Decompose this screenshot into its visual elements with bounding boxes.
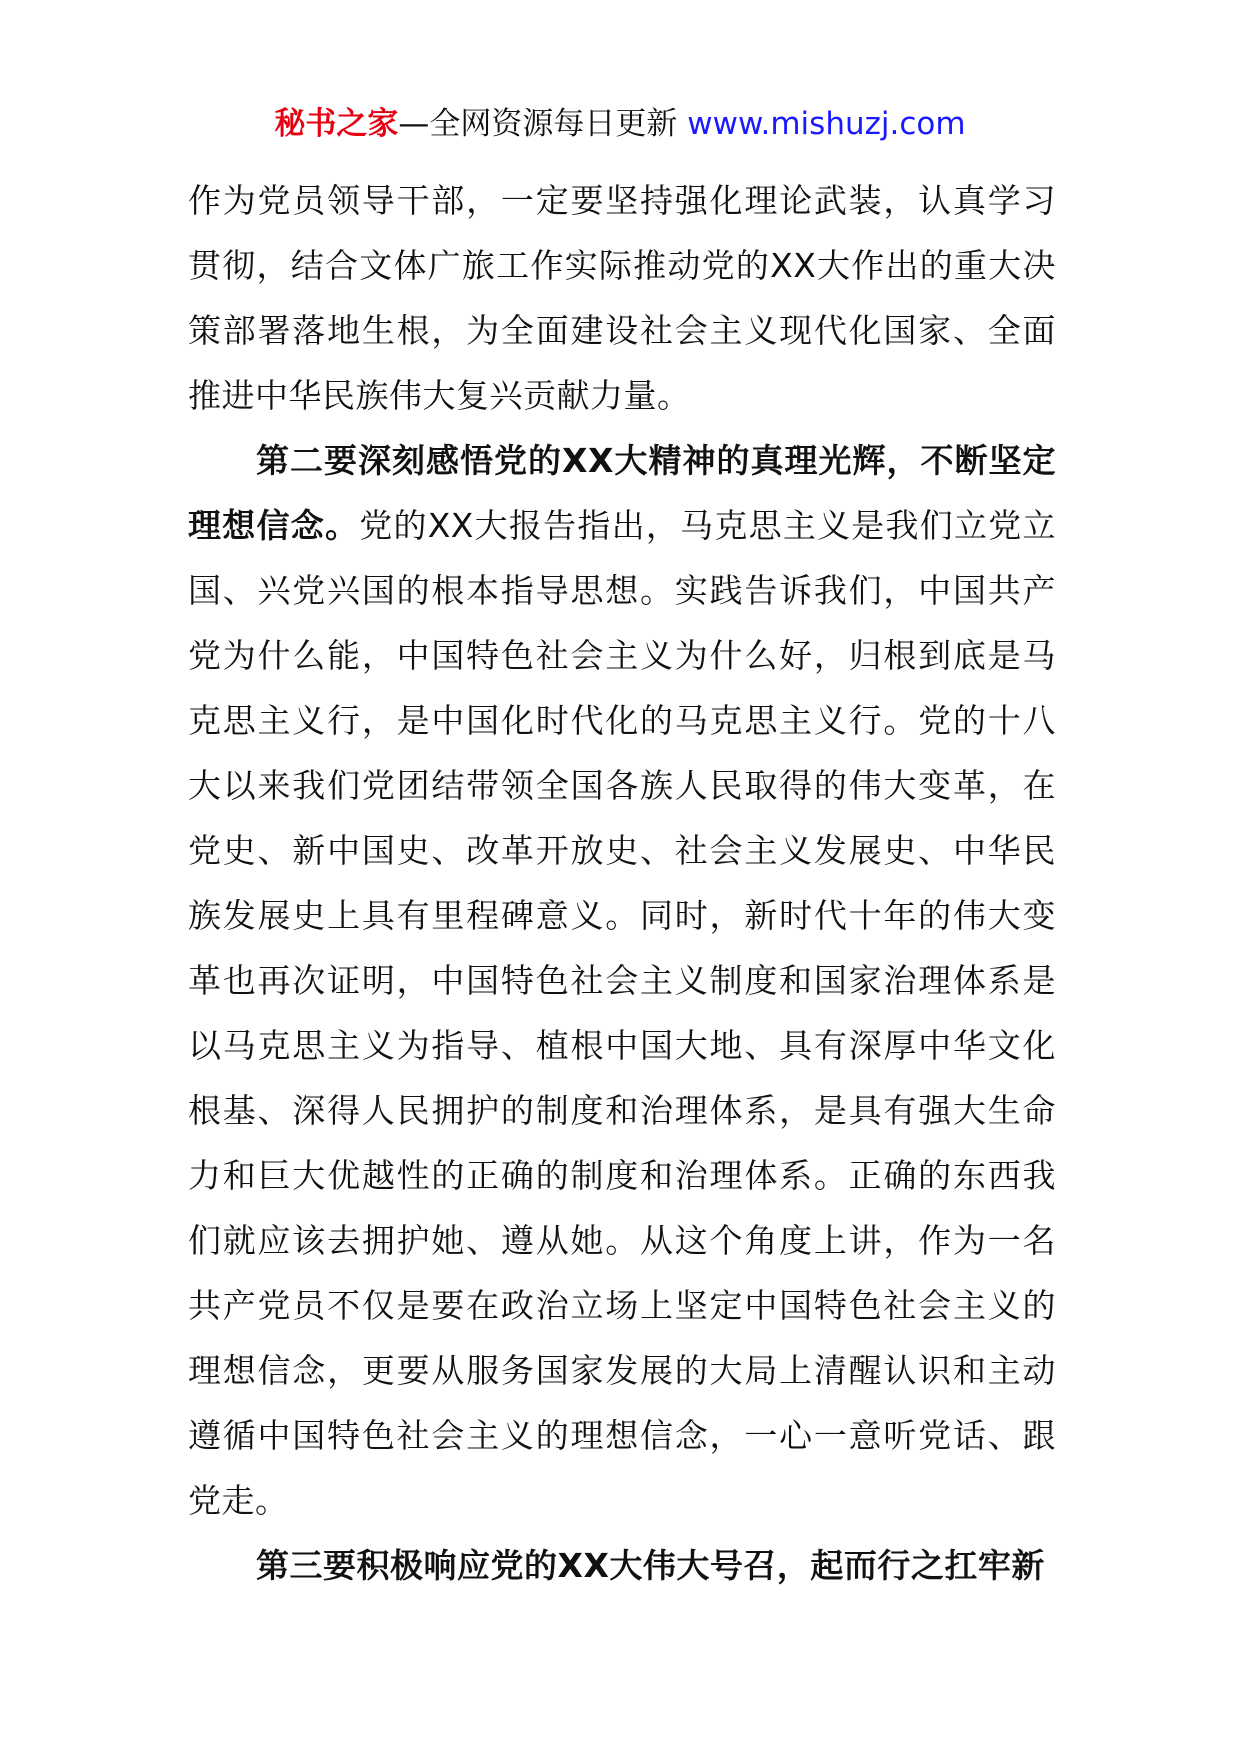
paragraph-3 bbox=[188, 1533, 1056, 1598]
paragraph-2 bbox=[188, 428, 1056, 1533]
site-header bbox=[0, 104, 1240, 144]
paragraph-2-body: 党的XX大报告指出，马克思主义是我们立党立国、兴党兴国的根本指导思想。实践告诉我们，中国共产党为什么能，中国特色社会主义为什么好，归根到底是马克思主义行，是中国化时代化的马克思主义行。党的十八大以来我们党团结带领全国各族人民取得的伟大变革，在党史、新中国史、改革开放史、社会主义发展史、中华民族发展史上具有里程碑意义。同时，新时代十年的伟大变革也再次证明，中国特色社会主义制度和国家治理体系是以马克思主义为指导、植根中国大地、具有深厚中华文化根基、深得人民拥护的制度和治理体系，是具有强大生命力和巨大优越性的正确的制度和治理体系。正确的东西我们就应该去拥护她、遵从她。从这个角度上讲，作为一名共产党员不仅是要在政治立场上坚定中国特色社会主义的理想信念，更要从服务国家发展的大局上清醒认识和主动遵循中国特色社会主义的理想信念，一心一意听党话、跟党走。 bbox=[188, 506, 1057, 1520]
brand-name: 秘书之家 bbox=[274, 106, 399, 142]
document-body bbox=[188, 168, 1056, 1598]
paragraph-1: 作为党员领导干部，一定要坚持强化理论武装，认真学习贯彻，结合文体广旅工作实际推动党的XX大作出的重大决策部署落地生根，为全面建设社会主义现代化国家、全面推进中华民族伟大复兴贡献力量。 bbox=[188, 181, 1056, 415]
header-slogan: —全网资源每日更新 bbox=[398, 106, 678, 142]
site-url[interactable]: www.mishuzj.com bbox=[687, 106, 966, 142]
paragraph-2-heading: 第二要深刻感悟党的XX大精神的真理光辉，不断坚定理想信念。 bbox=[188, 441, 1056, 545]
paragraph-3-heading: 第三要积极响应党的XX大伟大号召，起而行之扛牢新 bbox=[256, 1546, 1045, 1585]
